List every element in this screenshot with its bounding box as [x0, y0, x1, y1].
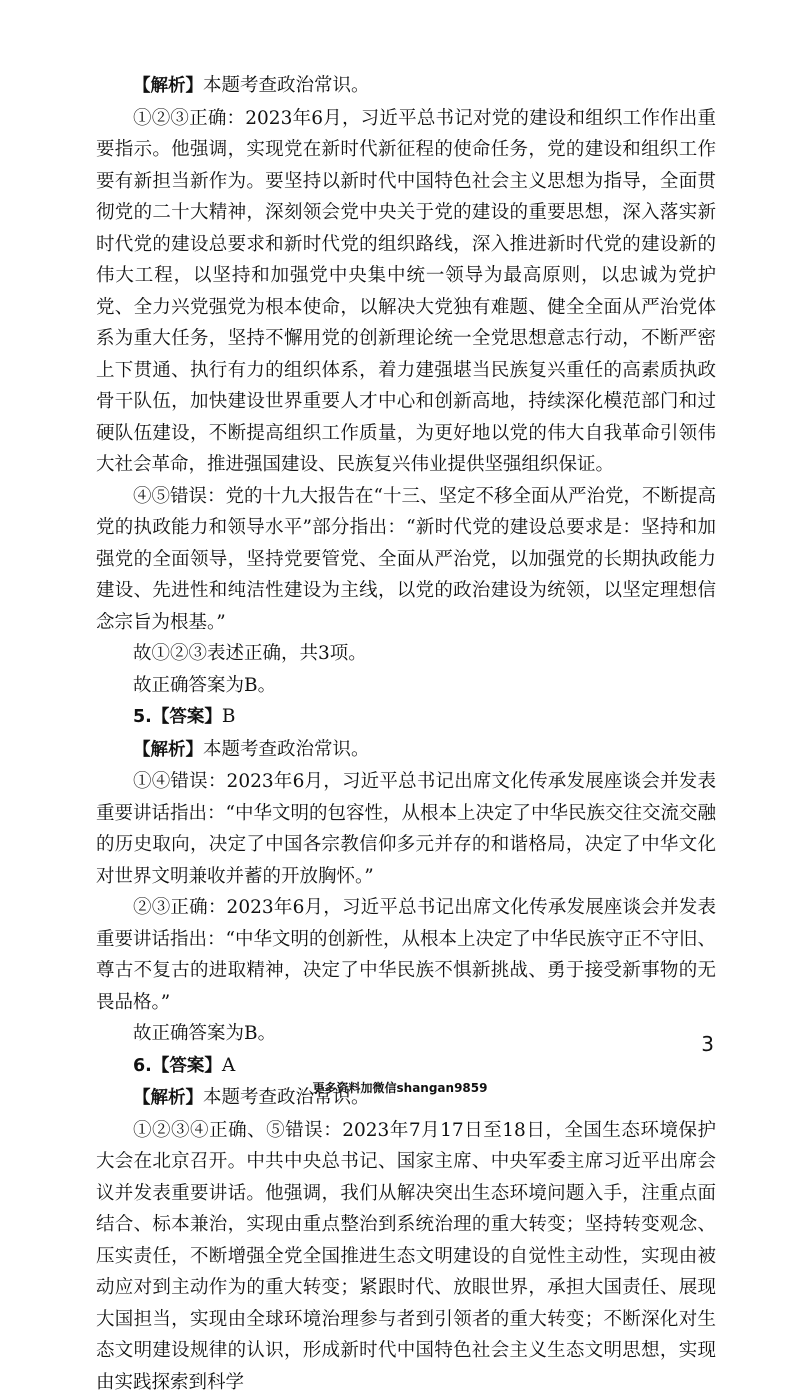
paragraph: 故正确答案为B。: [96, 1018, 716, 1050]
footer-note: 更多资料加微信shangan9859: [0, 1079, 800, 1096]
analysis-text: 本题考查政治常识。: [203, 1087, 370, 1108]
paragraph: ①②③正确：2023年6月，习近平总书记对党的建设和组织工作作出重要指示。他强调，实现党在新时代新征程的使命任务，党的建设和组织工作要有新担当新作为。要坚持以新时代中国特色社会主义思想为指导，全面贯彻党的二十大精神，深刻领会党中央关于党的建设的重要思想，深入落实新时代党的建设总要求和新时代党的组织路线，深入推进新时代党的建设新的伟大工程，以坚持和加强党中央集中统一领导为最高原则，以忠诚为党护党、全力兴党强党为根本使命，以解决大党独有难题、健全全面从严治党体系为重大任务，坚持不懈用党的创新理论统一全党思想意志行动，不断严密上下贯通、执行有力的组织体系，着力建强堪当民族复兴重任的高素质执政骨干队伍，加快建设世界重要人才中心和创新高地，持续深化模范部门和过硬队伍建设，不断提高组织工作质量，为更好地以党的伟大自我革命引领伟大社会革命，推进强国建设、民族复兴伟业提供坚强组织保证。: [96, 103, 716, 481]
paragraph: ②③正确：2023年6月，习近平总书记出席文化传承发展座谈会并发表重要讲话指出：“中华文明的创新性，从根本上决定了中华民族守正不守旧、尊古不复古的进取精神，决定了中华民族不惧新挑战、勇于接受新事物的无畏品格。”: [96, 892, 716, 1018]
analysis-line: [96, 734, 716, 767]
analysis-label: 【解析】: [133, 76, 203, 96]
paragraph: ①④错误：2023年6月，习近平总书记出席文化传承发展座谈会并发表重要讲话指出：“中华文明的包容性，从根本上决定了中华民族交往交流交融的历史取向，决定了中国各宗教信仰多元并存的和谐格局，决定了中华文化对世界文明兼收并蓄的开放胸怀。”: [96, 766, 716, 892]
analysis-label: 【解析】: [133, 1088, 203, 1108]
question-number: 6.: [133, 1056, 152, 1076]
paragraph: 故①②③表述正确，共3项。: [96, 638, 716, 670]
analysis-text: 本题考查政治常识。: [203, 75, 370, 96]
answer-value: A: [222, 1055, 235, 1076]
answer-label: 【答案】: [152, 1056, 222, 1076]
answer-label: 【答案】: [152, 707, 222, 727]
answer-line: [96, 701, 716, 734]
analysis-label: 【解析】: [133, 740, 203, 760]
paragraph: ④⑤错误：党的十九大报告在“十三、坚定不移全面从严治党，不断提高党的执政能力和领导水平”部分指出：“新时代党的建设总要求是：坚持和加强党的全面领导，坚持党要管党、全面从严治党，以加强党的长期执政能力建设、先进性和纯洁性建设为主线，以党的政治建设为统领，以坚定理想信念宗旨为根基。”: [96, 481, 716, 639]
answer-line: [96, 1050, 716, 1083]
paragraph: 故正确答案为B。: [96, 670, 716, 702]
page-number: 3: [701, 1032, 714, 1056]
document-body: [96, 70, 716, 1398]
answer-value: B: [222, 706, 236, 727]
question-number: 5.: [133, 707, 152, 727]
analysis-line: [96, 70, 716, 103]
paragraph: ①②③④正确、⑤错误：2023年7月17日至18日，全国生态环境保护大会在北京召开。中共中央总书记、国家主席、中央军委主席习近平出席会议并发表重要讲话。他强调，我们从解决突出生态环境问题入手，注重点面结合、标本兼治，实现由重点整治到系统治理的重大转变；坚持转变观念、压实责任，不断增强全党全国推进生态文明建设的自觉性主动性，实现由被动应对到主动作为的重大转变；紧跟时代、放眼世界，承担大国责任、展现大国担当，实现由全球环境治理参与者到引领者的重大转变；不断深化对生态文明建设规律的认识，形成新时代中国特色社会主义生态文明思想，实现由实践探索到科学: [96, 1115, 716, 1398]
analysis-text: 本题考查政治常识。: [203, 739, 370, 760]
